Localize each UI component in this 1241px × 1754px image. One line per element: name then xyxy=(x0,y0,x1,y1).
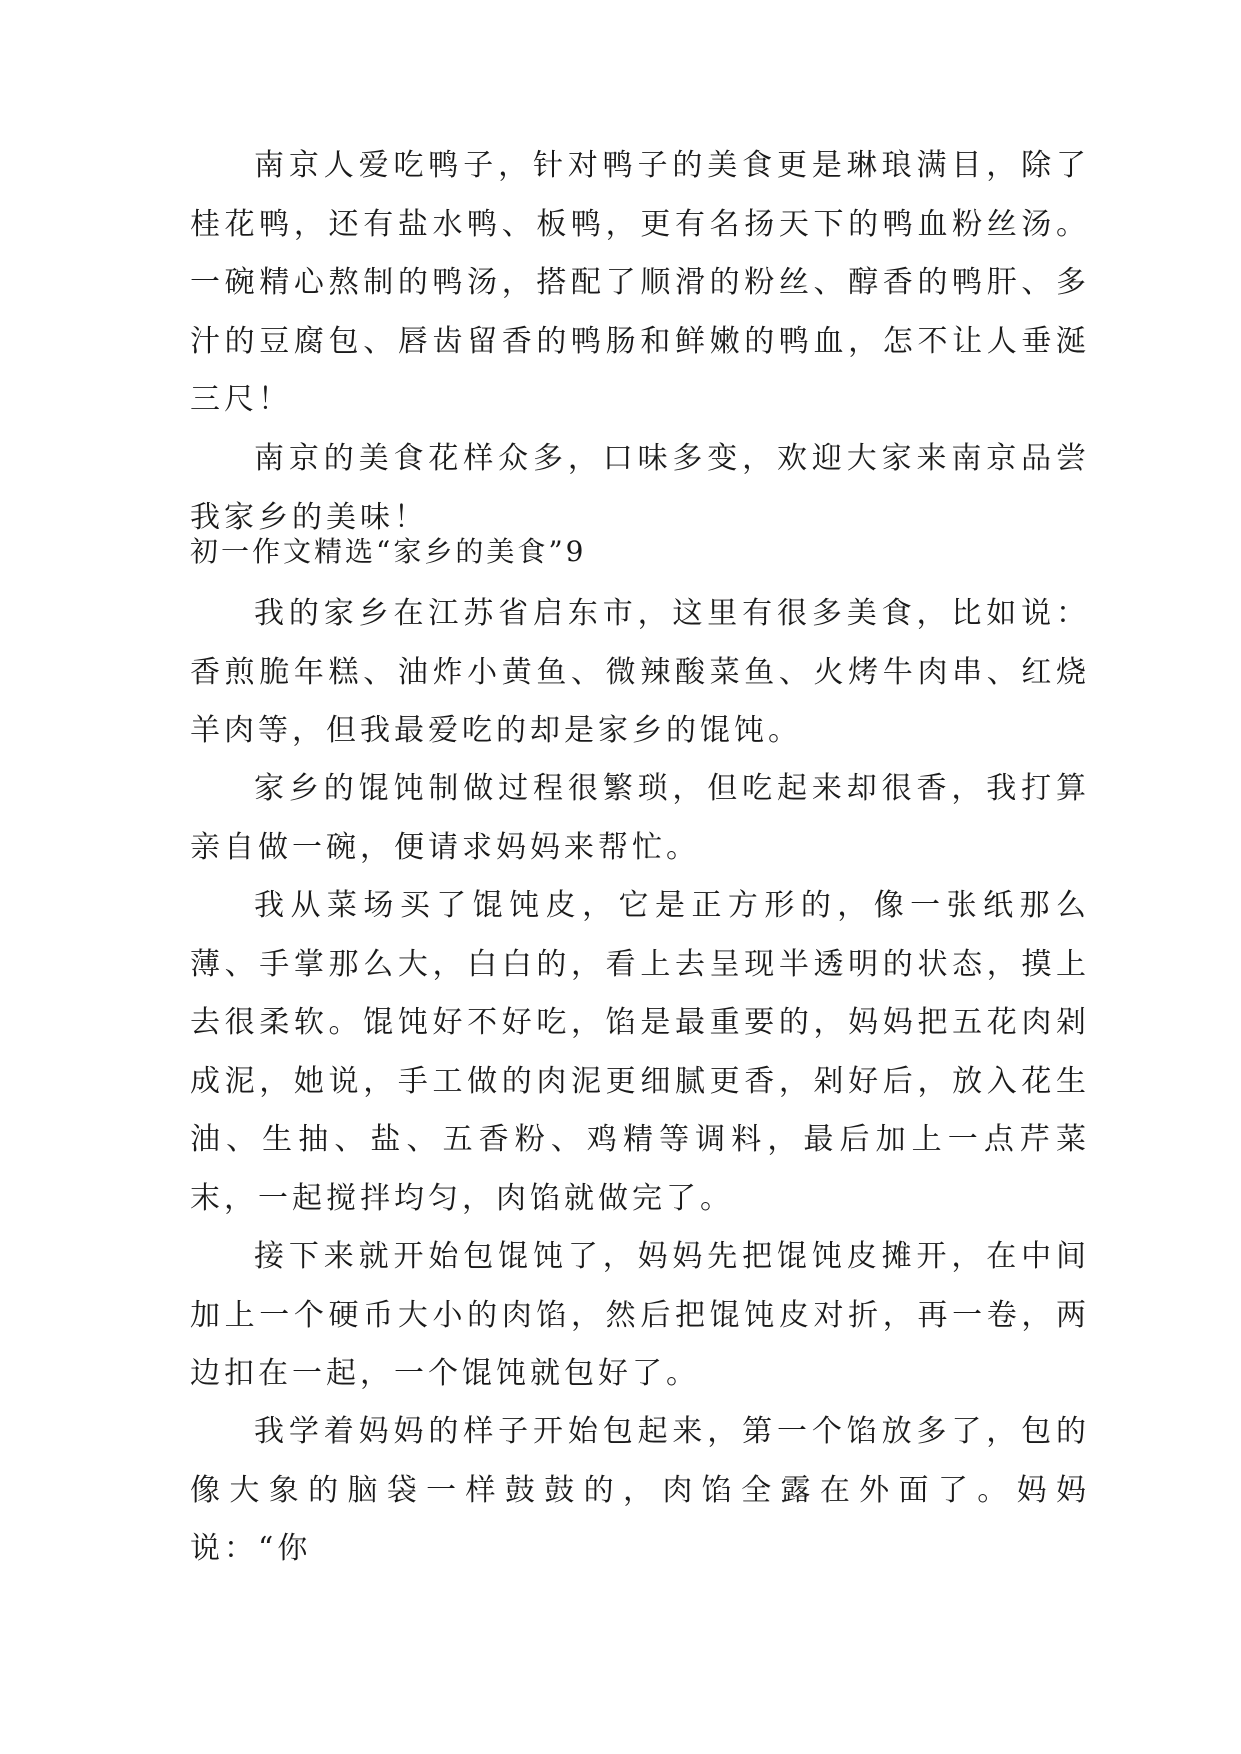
paragraph-nanjing-duck: 南京人爱吃鸭子，针对鸭子的美食更是琳琅满目，除了桂花鸭，还有盐水鸭、板鸭，更有名扬天下的鸭血粉丝汤。一碗精心熬制的鸭汤，搭配了顺滑的粉丝、醇香的鸭肝、多汁的豆腐包、唇齿留香的鸭肠和鲜嫩的鸭血，怎不让人垂涎三尺！ xyxy=(190,148,1090,417)
essay-heading: 初一作文精选“家乡的美食”9 xyxy=(190,535,587,568)
paragraph-wonton-wrapping: 接下来就开始包馄饨了，妈妈先把馄饨皮摊开，在中间加上一个硬币大小的肉馅，然后把馄饨皮对折，再一卷，两边扣在一起，一个馄饨就包好了。 xyxy=(190,1239,1090,1391)
paragraph-wonton-filling: 我从菜场买了馄饨皮，它是正方形的，像一张纸那么薄、手掌那么大，白白的，看上去呈现半透明的状态，摸上去很柔软。馄饨好不好吃，馅是最重要的，妈妈把五花肉剁成泥，她说，手工做的肉泥更细腻更香，剁好后，放入花生油、生抽、盐、五香粉、鸡精等调料，最后加上一点芹菜末，一起搅拌均匀，肉馅就做完了。 xyxy=(190,888,1090,1216)
paragraph-wonton-intro: 家乡的馄饨制做过程很繁琐，但吃起来却很香，我打算亲自做一碗，便请求妈妈来帮忙。 xyxy=(190,771,1090,865)
paragraph-nanjing-welcome: 南京的美食花样众多，口味多变，欢迎大家来南京品尝我家乡的美味！ xyxy=(190,441,1090,535)
paragraph-qidong-foods: 我的家乡在江苏省启东市，这里有很多美食，比如说：香煎脆年糕、油炸小黄鱼、微辣酸菜鱼、火烤牛肉串、红烧羊肉等，但我最爱吃的却是家乡的馄饨。 xyxy=(190,596,1090,748)
paragraph-first-attempt: 我学着妈妈的样子开始包起来，第一个馅放多了，包的像大象的脑袋一样鼓鼓的，肉馅全露在外面了。妈妈说：“你 xyxy=(190,1414,1090,1566)
